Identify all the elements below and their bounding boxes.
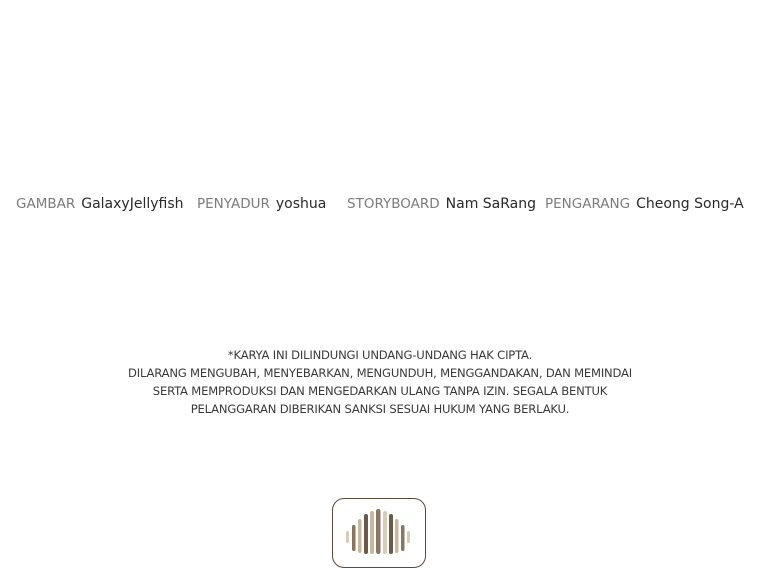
credit-name: Nam SaRang bbox=[445, 196, 537, 212]
publisher-logo bbox=[332, 498, 426, 568]
credit-name: Cheong Song-A bbox=[636, 196, 744, 212]
copyright-line: DILARANG MENGUBAH, MENYEBARKAN, MENGUNDUH, MENGGANDAKAN, DAN MEMINDAI bbox=[128, 366, 632, 380]
credit-role-label: STORYBOARD bbox=[347, 196, 440, 212]
credit-role-label: PENYADUR bbox=[197, 196, 270, 212]
credit-name: yoshua bbox=[275, 196, 327, 212]
copyright-line: SERTA MEMPRODUKSI DAN MENGEDARKAN ULANG TANPA IZIN. SEGALA BENTUK bbox=[152, 384, 608, 398]
copyright-notice bbox=[80, 346, 680, 418]
copyright-line: PELANGGARAN DIBERIKAN SANKSI SESUAI HUKUM YANG BERLAKU. bbox=[190, 402, 570, 416]
credit-role-label: PENGARANG bbox=[545, 196, 631, 212]
credit-adapter bbox=[197, 194, 326, 214]
publisher-logo-icon bbox=[333, 499, 427, 569]
credit-storyboard bbox=[347, 194, 536, 214]
credits-bar bbox=[16, 194, 752, 214]
credit-name: GalaxyJellyfish bbox=[81, 196, 184, 212]
credit-illustration bbox=[16, 194, 184, 214]
credit-author bbox=[545, 194, 744, 214]
credit-role-label: GAMBAR bbox=[16, 196, 76, 212]
copyright-line: *KARYA INI DILINDUNGI UNDANG-UNDANG HAK CIPTA. bbox=[227, 348, 533, 362]
